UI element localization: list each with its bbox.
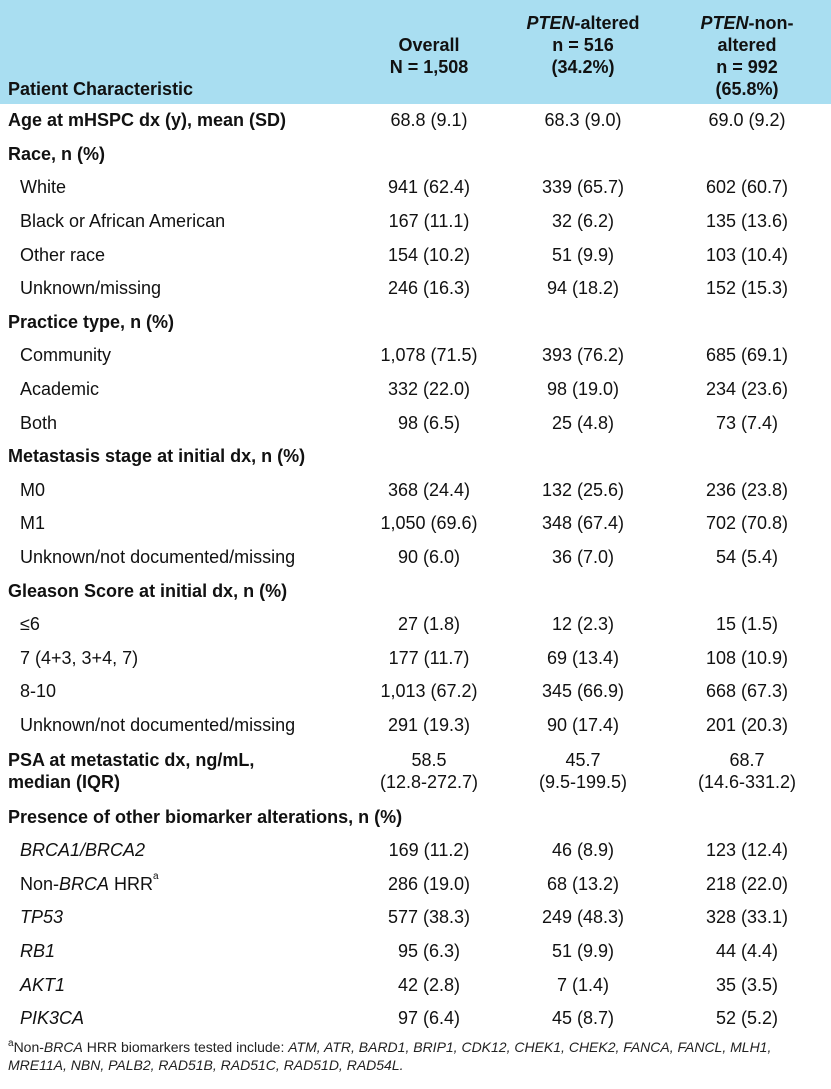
cell-pten-altered: 51 (9.9)	[551, 940, 615, 961]
table-row	[0, 440, 831, 474]
cell-pten-non-altered: 15 (1.5)	[715, 614, 779, 635]
header-overall-title: Overall	[398, 35, 460, 55]
table-row	[0, 642, 831, 676]
cell-overall: 27 (1.8)	[397, 614, 461, 635]
cell-pten-non-altered: 103 (10.4)	[705, 244, 789, 265]
table-row	[0, 867, 831, 901]
table-row	[0, 339, 831, 373]
cell-overall: 1,013 (67.2)	[380, 681, 478, 702]
header-pten-non-altered	[663, 0, 831, 104]
cell-pten-non-altered: 44 (4.4)	[715, 940, 779, 961]
row-label: Black or African American	[20, 211, 226, 232]
cell-pten-altered	[503, 440, 663, 474]
table-row	[0, 834, 831, 868]
cell-overall: 169 (11.2)	[388, 840, 470, 861]
row-label: TP53	[20, 907, 64, 928]
cell-overall: 286 (19.0)	[387, 873, 471, 894]
table-row	[0, 675, 831, 709]
row-label: RB1	[20, 940, 56, 961]
cell-overall: 90 (6.0)	[397, 547, 461, 568]
header-pten-altered-pct: (34.2%)	[551, 57, 615, 77]
table-row	[0, 1002, 831, 1036]
cell-overall	[355, 440, 503, 474]
cell-pten-altered: 51 (9.9)	[551, 244, 615, 265]
cell-pten-altered: 339 (65.7)	[541, 177, 625, 198]
cell-overall: 332 (22.0)	[387, 379, 471, 400]
header-pten-non-altered-word: altered	[717, 35, 777, 55]
cell-overall: 941 (62.4)	[387, 177, 471, 198]
table-row	[0, 104, 831, 138]
cell-pten-non-altered	[663, 306, 831, 340]
table-row	[0, 935, 831, 969]
table-row	[0, 373, 831, 407]
cell-overall: 368 (24.4)	[387, 479, 471, 500]
table-row	[0, 171, 831, 205]
table-row	[0, 968, 831, 1002]
cell-pten-altered: 90 (17.4)	[546, 714, 620, 735]
cell-pten-altered	[503, 574, 663, 608]
cell-pten-non-altered: 702 (70.8)	[705, 513, 789, 534]
cell-pten-altered: 249 (48.3)	[541, 907, 625, 928]
cell-overall: 1,050 (69.6)	[380, 513, 478, 534]
cell-overall: 97 (6.4)	[397, 1008, 461, 1029]
cell-pten-non-altered: 69.0 (9.2)	[708, 110, 786, 131]
cell-overall: 95 (6.3)	[397, 940, 461, 961]
row-label: Community	[20, 345, 112, 366]
cell-pten-non-altered: 68.7 (14.6-331.2)	[697, 750, 797, 793]
row-label: 7 (4+3, 3+4, 7)	[20, 647, 139, 668]
row-label: Unknown/not documented/missing	[20, 714, 296, 735]
cell-overall: 246 (16.3)	[387, 278, 471, 299]
cell-overall: 177 (11.7)	[388, 647, 470, 668]
cell-pten-altered: 36 (7.0)	[551, 547, 615, 568]
cell-pten-non-altered: 35 (3.5)	[715, 974, 779, 995]
row-label: Unknown/missing	[20, 278, 162, 299]
cell-pten-altered: 345 (66.9)	[541, 681, 625, 702]
row-label: AKT1	[20, 974, 66, 995]
cell-pten-altered: 98 (19.0)	[546, 379, 620, 400]
table-row	[0, 272, 831, 306]
cell-overall: 291 (19.3)	[387, 714, 471, 735]
cell-pten-non-altered: 602 (60.7)	[705, 177, 789, 198]
row-label: Practice type, n (%)	[8, 311, 175, 332]
cell-pten-altered: 393 (76.2)	[541, 345, 625, 366]
row-label: Gleason Score at initial dx, n (%)	[8, 580, 288, 601]
row-label: Metastasis stage at initial dx, n (%)	[8, 446, 306, 467]
cell-overall: 68.8 (9.1)	[390, 110, 468, 131]
cell-pten-non-altered: 73 (7.4)	[715, 412, 779, 433]
cell-pten-altered: 132 (25.6)	[541, 479, 625, 500]
cell-overall	[355, 306, 503, 340]
cell-pten-non-altered: 135 (13.6)	[705, 211, 789, 232]
table-row	[0, 541, 831, 575]
cell-pten-non-altered: 54 (5.4)	[715, 547, 779, 568]
row-label: PIK3CA	[20, 1008, 85, 1029]
cell-pten-altered: 69 (13.4)	[546, 647, 620, 668]
cell-overall	[355, 574, 503, 608]
row-label: Presence of other biomarker alterations, n (%)	[8, 806, 403, 827]
cell-overall: 42 (2.8)	[397, 974, 461, 995]
table-header	[0, 0, 831, 104]
cell-pten-altered: 94 (18.2)	[546, 278, 620, 299]
footnote: $^a$Non-BRCA HRR biomarkers tested include: ATM, ATR, BARD1, BRIP1, CDK12, CHEK1, CHEK2, FANCA, FANCL, MLH1, MRE11A, NBN, PALB2, RAD51B, RAD51C, RAD51D, RAD54L.	[8, 1038, 772, 1073]
cell-pten-altered: 25 (4.8)	[551, 412, 615, 433]
cell-pten-altered: 68 (13.2)	[546, 873, 620, 894]
row-label: Unknown/not documented/missing	[20, 547, 296, 568]
cell-pten-non-altered: 152 (15.3)	[705, 278, 789, 299]
cell-pten-altered: 68.3 (9.0)	[544, 110, 622, 131]
table-row	[0, 406, 831, 440]
cell-pten-non-altered: 108 (10.9)	[705, 647, 789, 668]
row-label: PSA at metastatic dx, ng/mL, median (IQR)	[8, 750, 255, 793]
table-row	[0, 608, 831, 642]
header-overall	[355, 0, 503, 104]
cell-pten-non-altered: 52 (5.2)	[715, 1008, 779, 1029]
cell-pten-altered: 32 (6.2)	[551, 211, 615, 232]
cell-overall: 1,078 (71.5)	[380, 345, 478, 366]
header-pten-non-altered-pct: (65.8%)	[715, 79, 779, 99]
table-row	[0, 205, 831, 239]
cell-pten-non-altered: 201 (20.3)	[705, 714, 789, 735]
header-pten-non-suffix: -non-	[748, 13, 794, 33]
cell-overall: 577 (38.3)	[387, 907, 471, 928]
table-row	[0, 238, 831, 272]
cell-pten-non-altered	[663, 574, 831, 608]
header-characteristic: Patient Characteristic	[8, 79, 194, 99]
cell-overall: 98 (6.5)	[397, 412, 461, 433]
row-label: 8-10	[20, 681, 57, 702]
cell-overall: 154 (10.2)	[387, 244, 471, 265]
table-row-psa	[0, 742, 831, 800]
cell-pten-altered: 12 (2.3)	[551, 614, 615, 635]
cell-pten-altered	[503, 306, 663, 340]
header-pten-non-altered-n: n = 992	[716, 57, 778, 77]
cell-pten-altered: 348 (67.4)	[541, 513, 625, 534]
cell-pten-altered: 7 (1.4)	[556, 974, 610, 995]
table-row	[0, 474, 831, 508]
row-label: Other race	[20, 244, 106, 265]
row-label: ≤6	[20, 614, 40, 635]
header-overall-n: N = 1,508	[389, 57, 469, 77]
table-row	[0, 306, 831, 340]
cell-overall: 58.5 (12.8-272.7)	[379, 750, 479, 793]
cell-pten-non-altered	[663, 440, 831, 474]
cell-pten-non-altered	[663, 138, 831, 172]
table-row-biomarkers-header	[0, 800, 831, 834]
cell-pten-non-altered: 236 (23.8)	[705, 479, 789, 500]
cell-overall	[355, 138, 503, 172]
cell-pten-altered: 46 (8.9)	[551, 840, 615, 861]
header-pten-altered-suffix: -altered	[574, 13, 640, 33]
cell-pten-non-altered: 668 (67.3)	[705, 681, 789, 702]
row-label: White	[20, 177, 67, 198]
row-label: Race, n (%)	[8, 143, 106, 164]
row-label: Non-BRCA HRR$^a$	[20, 870, 159, 894]
row-label: BRCA1/BRCA2	[20, 840, 146, 861]
row-label: Academic	[20, 379, 100, 400]
cell-pten-non-altered: 328 (33.1)	[705, 907, 789, 928]
table-row	[0, 574, 831, 608]
header-pten-altered	[503, 0, 663, 104]
row-label: M1	[20, 513, 46, 534]
cell-pten-altered: 45 (8.7)	[551, 1008, 615, 1029]
row-label: M0	[20, 479, 46, 500]
cell-pten-non-altered: 685 (69.1)	[705, 345, 789, 366]
cell-pten-non-altered: 218 (22.0)	[705, 873, 789, 894]
cell-pten-altered	[503, 138, 663, 172]
table-row	[0, 901, 831, 935]
cell-overall: 167 (11.1)	[388, 211, 470, 232]
row-label: Both	[20, 412, 58, 433]
cell-pten-altered: 45.7 (9.5-199.5)	[538, 750, 628, 793]
table-row	[0, 709, 831, 743]
header-pten-gene: PTEN	[526, 13, 575, 33]
table-row	[0, 507, 831, 541]
table-row	[0, 138, 831, 172]
header-pten-altered-n: n = 516	[552, 35, 614, 55]
cell-pten-non-altered: 123 (12.4)	[705, 840, 789, 861]
cell-pten-non-altered: 234 (23.6)	[705, 379, 789, 400]
table-body	[0, 104, 831, 1035]
header-pten-gene: PTEN	[700, 13, 749, 33]
row-label: Age at mHSPC dx (y), mean (SD)	[8, 110, 287, 131]
